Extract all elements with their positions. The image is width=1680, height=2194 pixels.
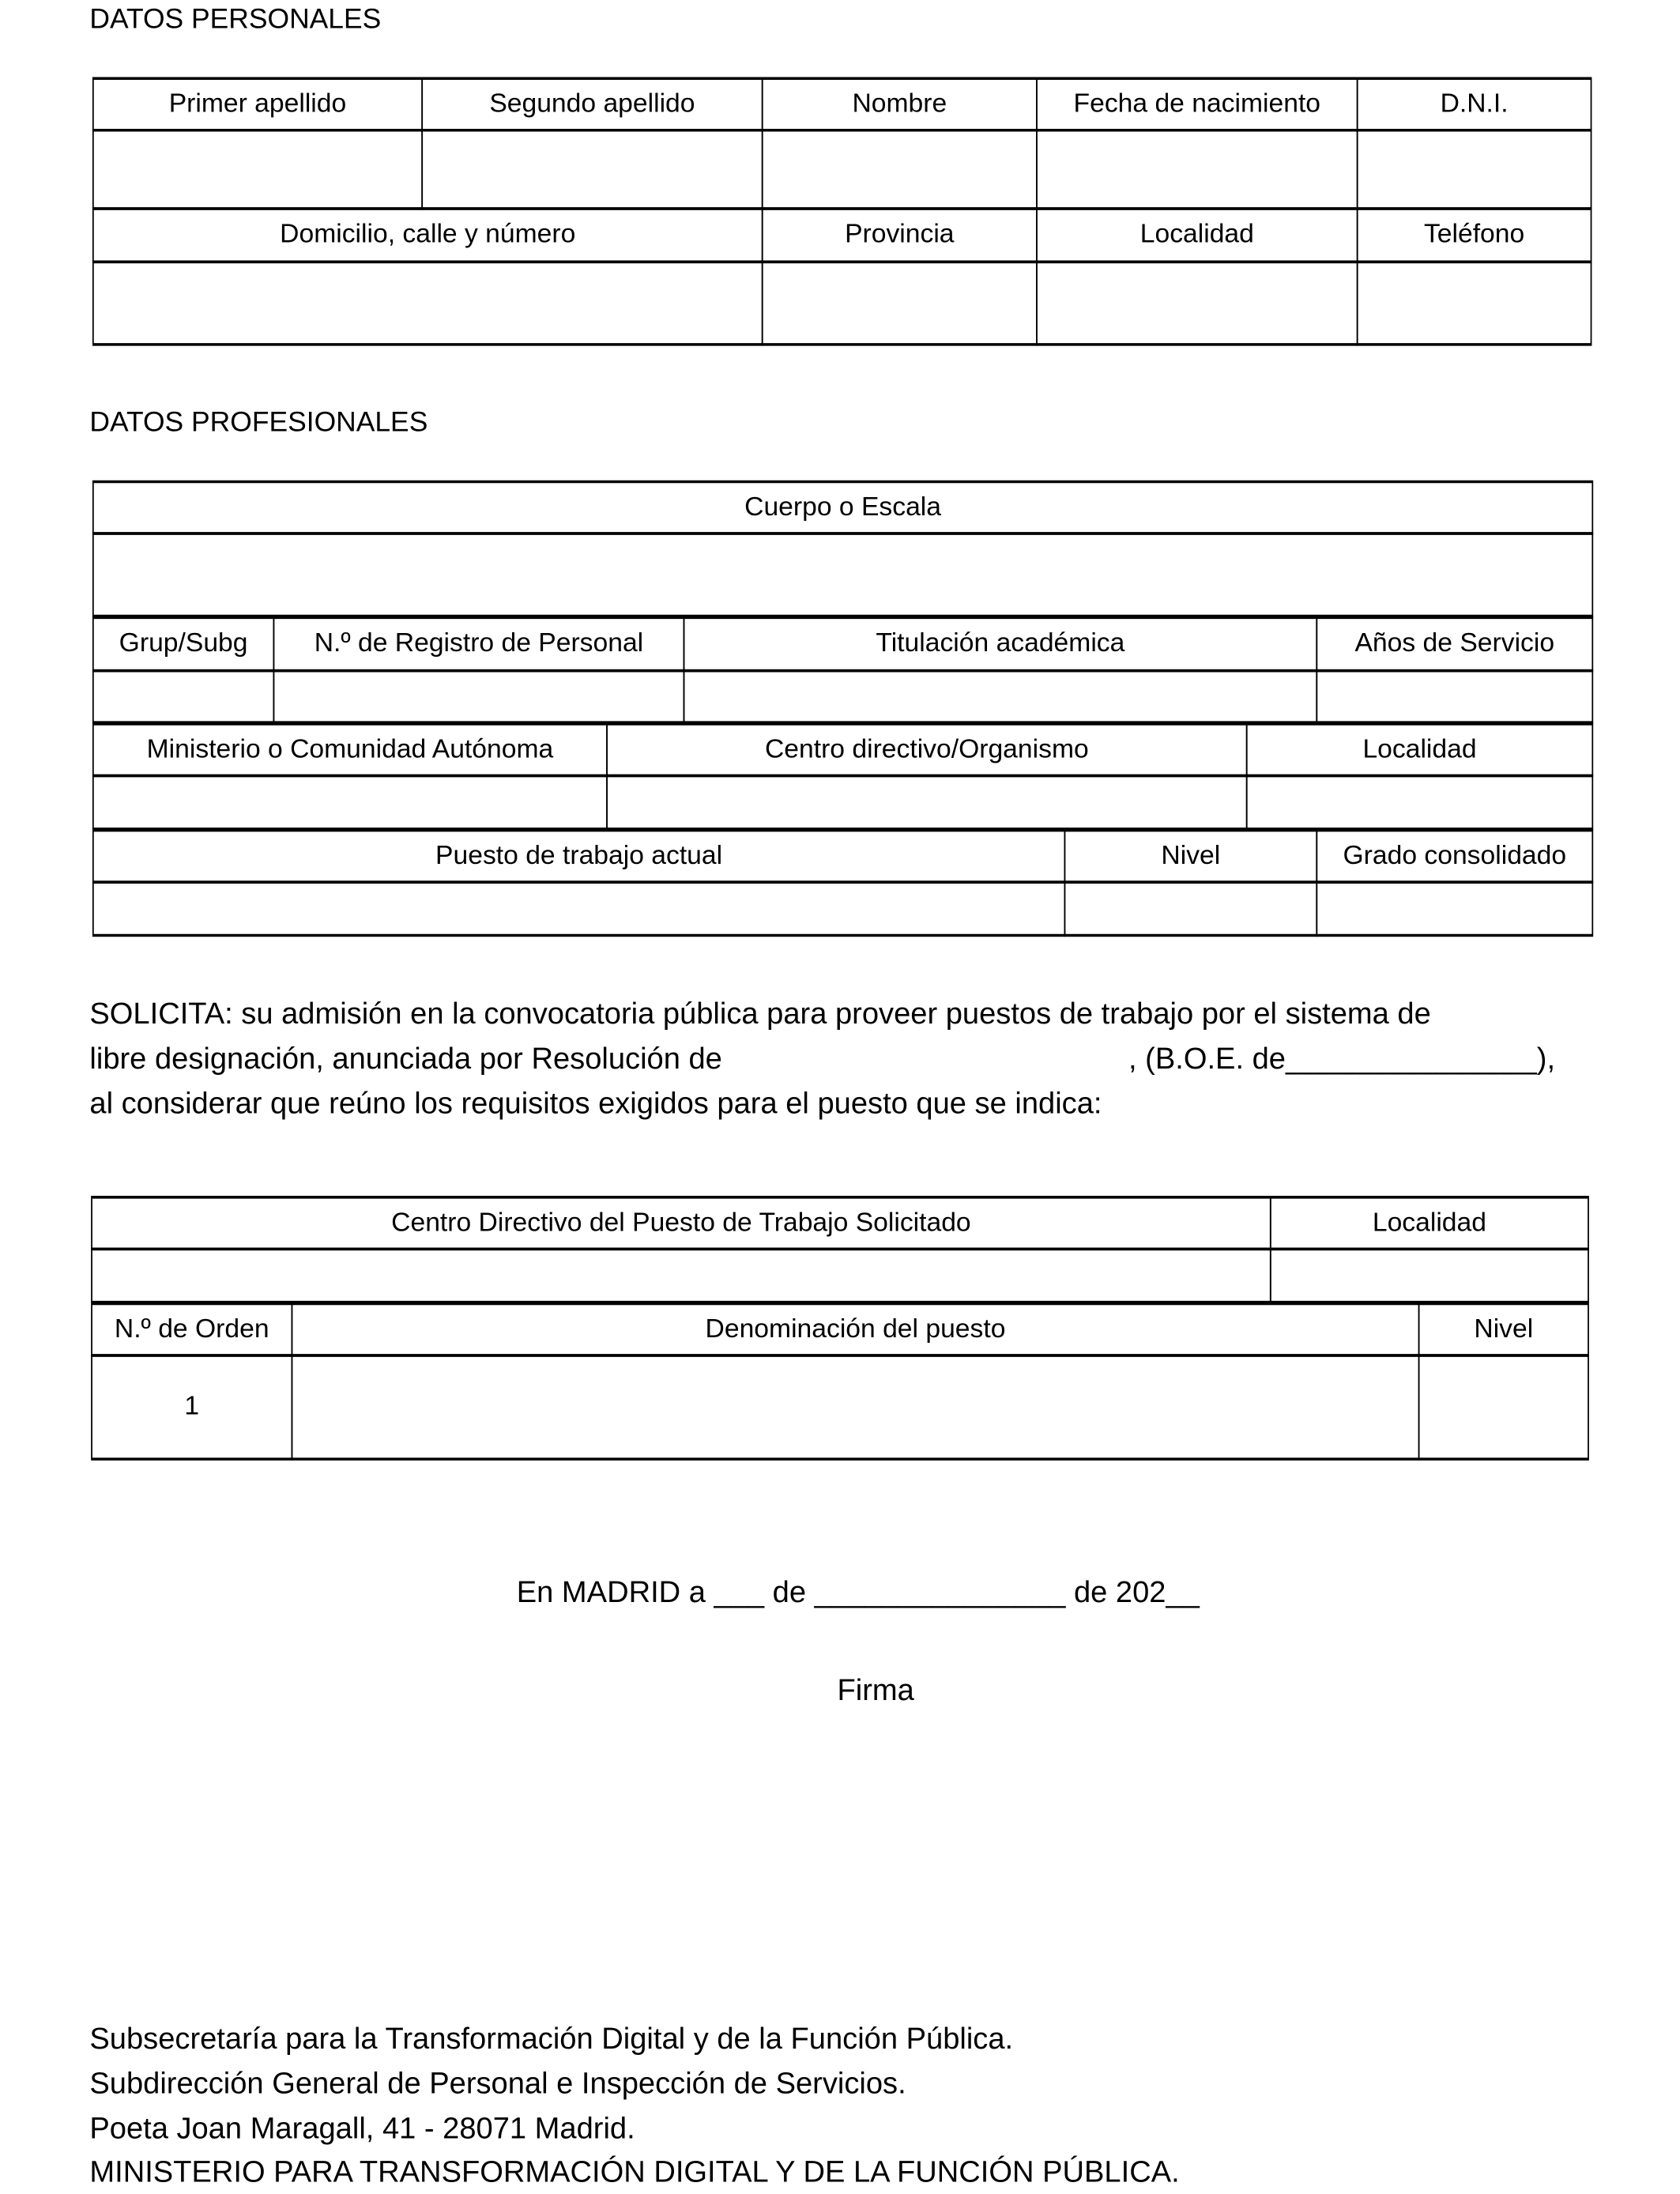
header-primer-apellido: Primer apellido bbox=[92, 77, 423, 131]
header-provincia: Provincia bbox=[762, 207, 1038, 263]
header-registro-personal: N.º de Registro de Personal bbox=[273, 616, 684, 673]
field-localidad-solicitado[interactable] bbox=[1270, 1248, 1589, 1304]
header-centro-directivo: Centro directivo/Organismo bbox=[606, 722, 1247, 777]
field-nivel[interactable] bbox=[1064, 880, 1317, 937]
header-denominacion: Denominación del puesto bbox=[292, 1302, 1420, 1357]
field-segundo-apellido[interactable] bbox=[421, 129, 763, 210]
field-centro-solicitado[interactable] bbox=[91, 1248, 1271, 1304]
field-dni[interactable] bbox=[1357, 129, 1592, 210]
header-titulacion: Titulación académica bbox=[684, 616, 1318, 673]
field-nombre[interactable] bbox=[762, 129, 1038, 210]
header-segundo-apellido: Segundo apellido bbox=[421, 77, 763, 131]
date-line: En MADRID a ___ de _______________ de 202__ bbox=[516, 1575, 1200, 1609]
header-orden: N.º de Orden bbox=[91, 1302, 292, 1357]
header-localidad-prof: Localidad bbox=[1246, 722, 1593, 777]
field-anos-servicio[interactable] bbox=[1316, 669, 1593, 724]
signature-label: Firma bbox=[837, 1673, 914, 1707]
field-provincia[interactable] bbox=[762, 261, 1038, 346]
header-cuerpo-escala: Cuerpo o Escala bbox=[92, 481, 1593, 535]
field-puesto-actual[interactable] bbox=[92, 880, 1065, 937]
header-domicilio: Domicilio, calle y número bbox=[92, 207, 763, 263]
footer-line-4: MINISTERIO PARA TRANSFORMACIÓN DIGITAL Y DE LA FUNCIÓN PÚBLICA. bbox=[89, 2154, 1180, 2189]
header-dni: D.N.I. bbox=[1357, 77, 1592, 131]
header-localidad: Localidad bbox=[1036, 207, 1358, 263]
header-nombre: Nombre bbox=[762, 77, 1038, 131]
field-grup-subg[interactable] bbox=[92, 669, 274, 724]
field-centro-directivo[interactable] bbox=[606, 775, 1247, 831]
request-line-1: SOLICITA: su admisión en la convocatoria pública para proveer puestos de trabajo por el sistema de bbox=[89, 997, 1431, 1031]
header-grup-subg: Grup/Subg bbox=[92, 616, 274, 673]
header-anos-servicio: Años de Servicio bbox=[1316, 616, 1593, 673]
field-localidad[interactable] bbox=[1036, 261, 1358, 346]
section-title-professional: DATOS PROFESIONALES bbox=[89, 407, 428, 439]
field-primer-apellido[interactable] bbox=[92, 129, 423, 210]
request-line-2a: libre designación, anunciada por Resolución de bbox=[89, 1042, 722, 1076]
field-grado[interactable] bbox=[1316, 880, 1593, 937]
field-nivel-solicitado[interactable] bbox=[1418, 1354, 1589, 1461]
field-fecha-nacimiento[interactable] bbox=[1036, 129, 1358, 210]
footer-line-2: Subdirección General de Personal e Inspección de Servicios. bbox=[89, 2067, 906, 2101]
header-ministerio: Ministerio o Comunidad Autónoma bbox=[92, 722, 608, 777]
header-fecha-nacimiento: Fecha de nacimiento bbox=[1036, 77, 1358, 131]
header-telefono: Teléfono bbox=[1357, 207, 1592, 263]
header-centro-solicitado: Centro Directivo del Puesto de Trabajo Solicitado bbox=[91, 1196, 1271, 1250]
footer-line-1: Subsecretaría para la Transformación Digital y de la Función Pública. bbox=[89, 2022, 1014, 2056]
field-cuerpo-escala[interactable] bbox=[92, 532, 1593, 617]
field-titulacion[interactable] bbox=[684, 669, 1318, 724]
request-line-2b: , (B.O.E. de_______________), bbox=[1128, 1042, 1556, 1076]
field-ministerio[interactable] bbox=[92, 775, 608, 831]
header-localidad-solicitado: Localidad bbox=[1270, 1196, 1589, 1250]
header-nivel-solicitado: Nivel bbox=[1418, 1302, 1589, 1357]
header-grado: Grado consolidado bbox=[1316, 829, 1593, 884]
field-domicilio[interactable] bbox=[92, 261, 763, 346]
field-localidad-prof[interactable] bbox=[1246, 775, 1593, 831]
field-denominacion[interactable] bbox=[292, 1354, 1420, 1461]
section-title-personal: DATOS PERSONALES bbox=[89, 4, 382, 36]
header-puesto-actual: Puesto de trabajo actual bbox=[92, 829, 1065, 884]
field-registro-personal[interactable] bbox=[273, 669, 684, 724]
footer-line-3: Poeta Joan Maragall, 41 - 28071 Madrid. bbox=[89, 2111, 635, 2146]
field-telefono[interactable] bbox=[1357, 261, 1592, 346]
request-line-3: al considerar que reúno los requisitos exigidos para el puesto que se indica: bbox=[89, 1086, 1102, 1121]
header-nivel: Nivel bbox=[1064, 829, 1317, 884]
field-orden: 1 bbox=[91, 1354, 292, 1461]
